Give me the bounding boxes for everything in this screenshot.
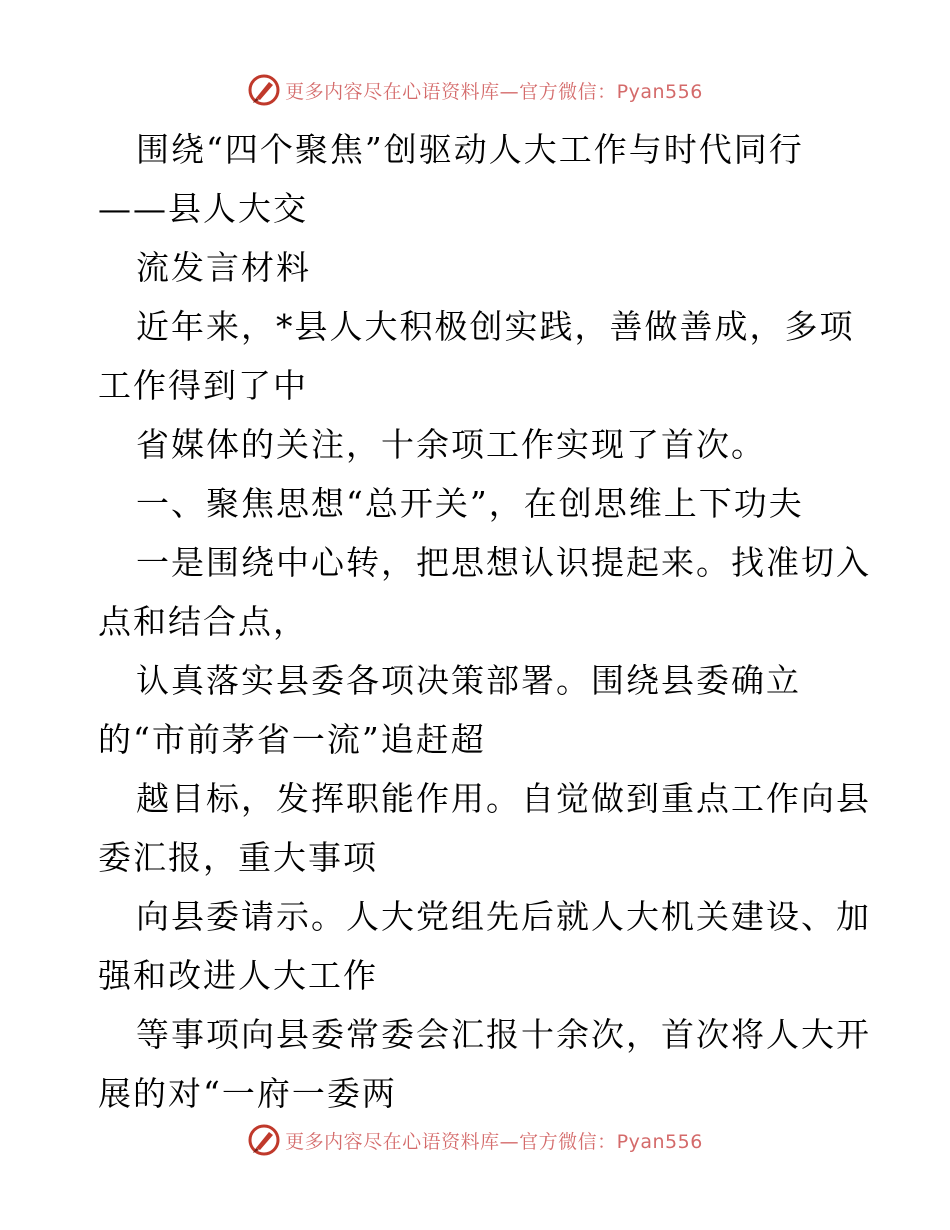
footer-watermark-text: 更多内容尽在心语资料库—官方微信：Pyan556 (285, 1130, 703, 1153)
text-line: 点和结合点， (98, 602, 308, 641)
footer-watermark-banner (0, 1120, 950, 1160)
text-line: 流发言材料 (136, 248, 311, 287)
text-line: 的“市前茅省一流”追赶超 (98, 720, 486, 759)
section-heading: 一、聚焦思想“总开关”，在创思维上下功夫 (136, 484, 804, 523)
text-line: 省媒体的关注，十余项工作实现了首次。 (136, 425, 766, 464)
header-watermark-banner (0, 70, 950, 110)
text-line: 越目标，发挥职能作用。自觉做到重点工作向县 (136, 779, 871, 818)
text-line: 展的对“一府一委两 (98, 1074, 397, 1113)
header-watermark-text: 更多内容尽在心语资料库—官方微信：Pyan556 (285, 80, 703, 103)
quill-pen-logo-icon (247, 1123, 281, 1157)
text-line: 围绕“四个聚焦”创驱动人大工作与时代同行 (136, 130, 804, 169)
text-line: ——县人大交 (98, 189, 308, 228)
text-line: 强和改进人大工作 (98, 956, 378, 995)
document-body (98, 120, 871, 1123)
text-line: 近年来，*县人大积极创实践，善做善成，多项 (136, 307, 855, 346)
text-line: 认真落实县委各项决策部署。围绕县委确立 (136, 661, 801, 700)
text-line: 向县委请示。人大党组先后就人大机关建设、加 (136, 897, 871, 936)
text-line: 委汇报，重大事项 (98, 838, 378, 877)
quill-pen-logo-icon (247, 73, 281, 107)
text-line: 一是围绕中心转，把思想认识提起来。找准切入 (136, 543, 871, 582)
text-line: 等事项向县委常委会汇报十余次，首次将人大开 (136, 1015, 871, 1054)
text-line: 工作得到了中 (98, 366, 308, 405)
